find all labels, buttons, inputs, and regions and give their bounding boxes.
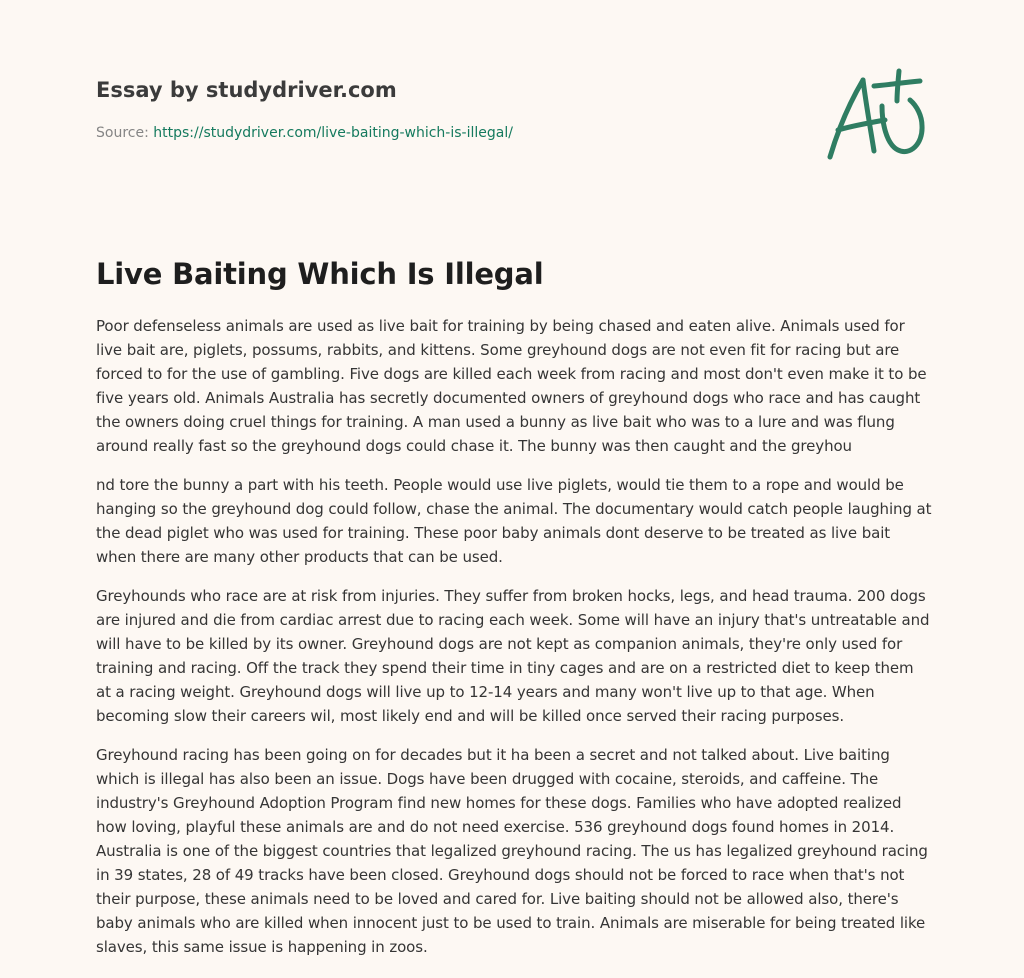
source-line <box>96 123 736 143</box>
source-label: Source: <box>96 125 154 141</box>
essay-title: Live Baiting Which Is Illegal <box>96 257 544 291</box>
essay-paragraph: Greyhounds who race are at risk from injuries. They suffer from broken hocks, legs, and head trauma. 200 dogs are injured and die from cardiac arrest due to racing each week. Some will have an injury that's untreatable and will have to be killed by its owner. Greyhound dogs are not kept as companion animals, they're only used for training and racing. Off the track they spend their time in tiny cages and are on a restricted diet to keep them at a racing weight. Greyhound dogs will live up to 12-14 years and many won't live up to that age. When becoming slow their careers wil, most likely end and will be killed once served their racing purposes. <box>96 587 930 725</box>
page-header <box>96 75 736 143</box>
essay-paragraph: nd tore the bunny a part with his teeth. People would use live piglets, would tie them to a rope and would be hanging so the greyhound dog could follow, chase the animal. The documentary would catch people laughing at the dead piglet who was used for training. These poor baby animals dont deserve to be treated as live bait when there are many other products that can be used. <box>96 476 932 566</box>
essay-paragraph: Poor defenseless animals are used as live bait for training by being chased and eaten alive. Animals used for live bait are, piglets, possums, rabbits, and kittens. Some greyhound dogs are not even fit for racing but are forced to for the use of gambling. Five dogs are killed each week from racing and most don't even make it to be five years old. Animals Australia has secretly documented owners of greyhound dogs who race and has caught the owners doing cruel things for training. A man used a bunny as live bait who was to a lure and was flung around really fast so the greyhound dogs could chase it. The bunny was then caught and the greyhou <box>96 317 927 455</box>
essay-body <box>96 314 932 974</box>
a-plus-grade-icon <box>822 68 926 164</box>
source-link[interactable]: https://studydriver.com/live-baiting-which-is-illegal/ <box>153 125 513 141</box>
site-brand: Essay by studydriver.com <box>96 78 397 102</box>
essay-paragraph: Greyhound racing has been going on for decades but it ha been a secret and not talked about. Live baiting which is illegal has also been an issue. Dogs have been drugged with cocaine, steroids, and caffeine. The industry's Greyhound Adoption Program find new homes for these dogs. Families who have adopted realized how loving, playful these animals are and do not need exercise. 536 greyhound dogs found homes in 2014. Australia is one of the biggest countries that legalized greyhound racing. The us has legalized greyhound racing in 39 states, 28 of 49 tracks have been closed. Greyhound dogs should not be forced to race when that's not their purpose, these animals need to be loved and cared for. Live baiting should not be allowed also, there's baby animals who are killed when innocent just to be used to train. Animals are miserable for being treated like slaves, this same issue is happening in zoos. <box>96 746 928 956</box>
